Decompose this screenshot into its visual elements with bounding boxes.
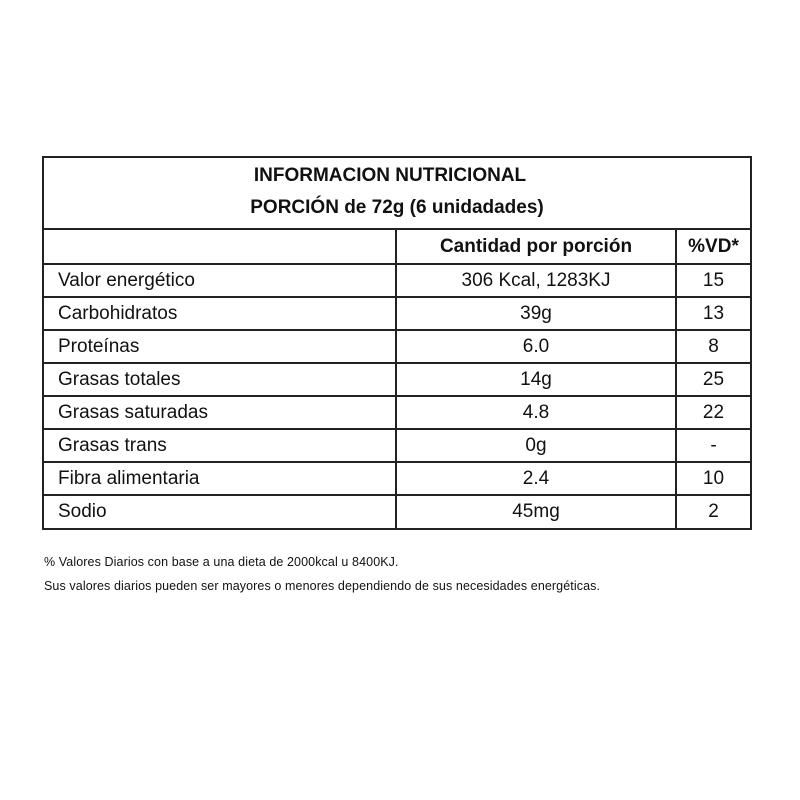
nutrient-dv: 8: [676, 330, 750, 363]
footnotes: [44, 550, 784, 598]
nutrient-name: Grasas saturadas: [44, 396, 396, 429]
table-row: [44, 297, 750, 330]
nutrient-name: Grasas totales: [44, 363, 396, 396]
nutrient-amount: 45mg: [396, 495, 676, 528]
table-row: [44, 396, 750, 429]
table-row: [44, 495, 750, 528]
table-title: INFORMACION NUTRICIONAL: [253, 165, 527, 186]
nutrient-dv: 2: [708, 501, 719, 522]
nutrient-amount: 2.4: [396, 462, 676, 495]
footnote-needs: Sus valores diarios pueden ser mayores o menores dependiendo de sus necesidades energéticas.: [44, 579, 601, 593]
nutrient-amount: 4.8: [396, 396, 676, 429]
column-header-nutrient: [44, 230, 396, 264]
footnote-daily-values: % Valores Diarios con base a una dieta de 2000kcal u 8400KJ.: [44, 555, 399, 569]
table-row: [44, 330, 750, 363]
nutrient-name: Carbohidratos: [44, 297, 396, 330]
nutrient-amount: 0g: [396, 429, 676, 462]
nutrient-dv: 13: [676, 297, 750, 330]
column-header-dv: %VD*: [676, 230, 750, 264]
nutrient-name: Proteínas: [44, 330, 396, 363]
nutrient-amount: 6.0: [396, 330, 676, 363]
table-header: [44, 158, 750, 230]
table-row: [44, 264, 750, 297]
nutrient-amount: 39g: [396, 297, 676, 330]
table-row: [44, 462, 750, 495]
nutrient-dv: 15: [676, 264, 750, 297]
nutrient-amount: 306 Kcal, 1283KJ: [396, 264, 676, 297]
nutrient-dv: 25: [676, 363, 750, 396]
nutrient-name: Valor energético: [44, 264, 396, 297]
portion-size: PORCIÓN de 72g (6 unidadades): [250, 196, 544, 218]
nutrient-dv: -: [676, 429, 750, 462]
nutrient-name: Fibra alimentaria: [44, 462, 396, 495]
nutrient-amount: 14g: [396, 363, 676, 396]
nutrient-name: Sodio: [44, 495, 396, 528]
column-header-amount: Cantidad por porción: [396, 230, 676, 264]
table-row: [44, 429, 750, 462]
nutrient-dv: 22: [676, 396, 750, 429]
nutrient-name: Grasas trans: [44, 429, 396, 462]
nutrition-facts-table: [42, 156, 752, 530]
nutrient-grid: [44, 230, 750, 528]
table-row: [44, 363, 750, 396]
column-header-row: [44, 230, 750, 264]
nutrient-dv: 10: [676, 462, 750, 495]
